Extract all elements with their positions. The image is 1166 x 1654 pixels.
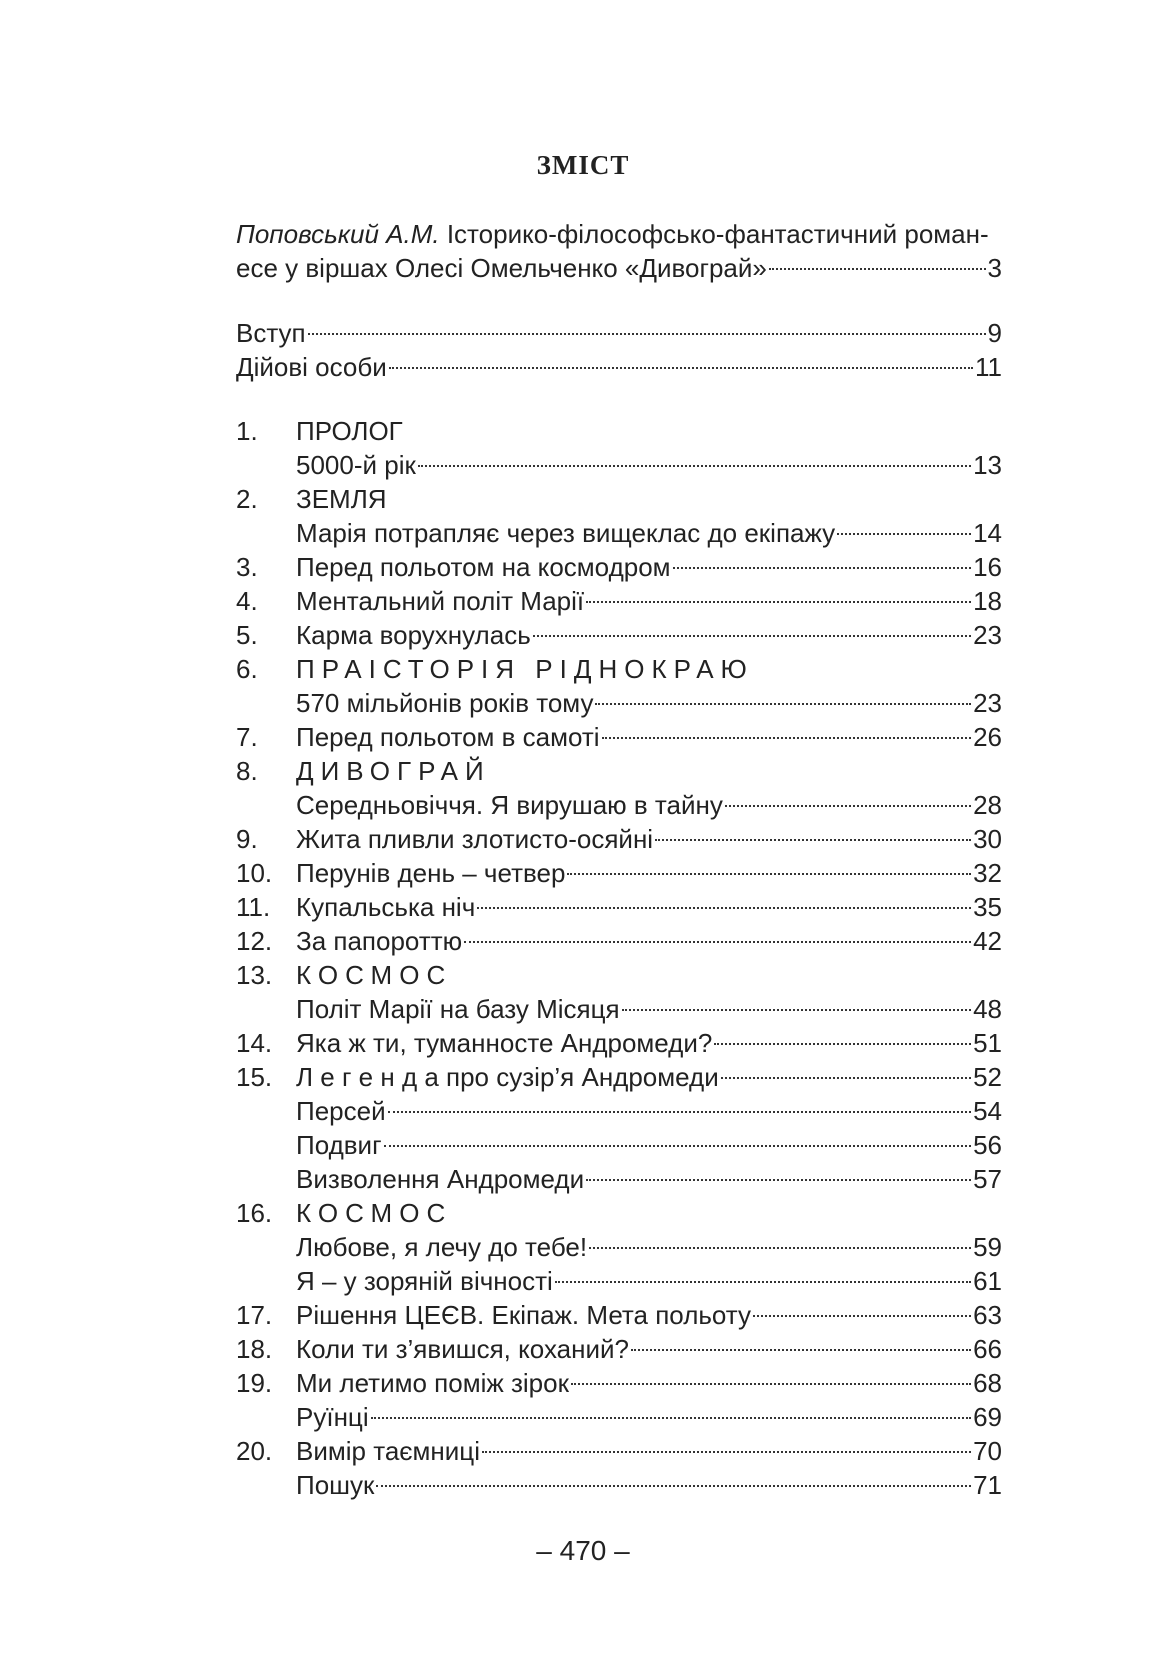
- toc-row: [236, 448, 1002, 482]
- toc-page-number: 23: [973, 620, 1002, 650]
- toc-row: [236, 686, 1002, 720]
- toc-row: [236, 1264, 1002, 1298]
- toc-row: [236, 652, 1002, 686]
- page-title: ЗМІСТ: [536, 150, 630, 180]
- toc-row: [236, 1400, 1002, 1434]
- toc-row: [236, 1094, 1002, 1128]
- toc-title: Рішення ЦЕЄВ. Екіпаж. Мета польоту: [296, 1300, 751, 1330]
- dot-leader: [388, 1111, 971, 1113]
- toc-number: 4.: [236, 586, 258, 616]
- toc-number: 9.: [236, 824, 258, 854]
- dot-leader: [714, 1043, 971, 1045]
- toc-title: Пошук: [296, 1470, 375, 1500]
- dot-leader: [384, 1145, 972, 1147]
- dot-leader: [464, 941, 971, 943]
- intro-line-1: [236, 217, 1002, 251]
- dot-leader: [721, 1077, 971, 1079]
- toc-row: [236, 414, 1002, 448]
- dot-leader: [753, 1315, 971, 1317]
- section-gap: [236, 384, 1002, 414]
- toc-title: КОСМОС: [296, 960, 453, 990]
- folio-page-number: – 470 –: [536, 1535, 630, 1566]
- toc-number: 11.: [236, 892, 271, 922]
- intro-entry: [236, 217, 1002, 285]
- toc-title: Дійові особи: [236, 352, 387, 382]
- toc-page-number: 32: [973, 858, 1002, 888]
- dot-leader: [655, 839, 971, 841]
- toc-title: 570 мільйонів років тому: [296, 688, 594, 718]
- toc-number: 7.: [236, 722, 258, 752]
- intro-title-part-2: есе у віршах Олесі Омельченко «Дивограй»: [236, 253, 767, 283]
- toc-title: ДИВОГРАЙ: [296, 756, 491, 786]
- intro-author: Поповський А.М.: [236, 219, 440, 249]
- toc-row: [236, 618, 1002, 652]
- toc-title: Вимір таємниці: [296, 1436, 480, 1466]
- toc-title: Перед польотом на космодром: [296, 552, 671, 582]
- toc-title: ПРАІСТОРІЯ РІДНОКРАЮ: [296, 654, 754, 684]
- toc-page-number: 13: [973, 450, 1002, 480]
- toc-title: Персей: [296, 1096, 386, 1126]
- toc-row: [236, 1060, 1002, 1094]
- toc-number: 10.: [236, 858, 273, 888]
- dot-leader: [595, 703, 971, 705]
- toc-title: Визволення Андромеди: [296, 1164, 585, 1194]
- toc-row: [236, 1026, 1002, 1060]
- toc-page-number: 66: [973, 1334, 1002, 1364]
- toc-row: [236, 992, 1002, 1026]
- toc-title: Марія потрапляє через вищеклас до екіпажу: [296, 518, 836, 548]
- toc-row: [236, 584, 1002, 618]
- toc-title: Середньовіччя. Я вирушаю в тайну: [296, 790, 723, 820]
- toc-page-number: 30: [973, 824, 1002, 854]
- toc-row: [236, 1298, 1002, 1332]
- toc-row: [236, 754, 1002, 788]
- toc-page-number: 14: [973, 518, 1002, 548]
- dot-leader: [602, 737, 971, 739]
- dot-leader: [673, 567, 972, 569]
- toc-title: Карма ворухнулась: [296, 620, 531, 650]
- toc-page-number: 35: [973, 892, 1002, 922]
- toc-title: Я – у зоряній вічності: [296, 1266, 553, 1296]
- dot-leader: [622, 1009, 971, 1011]
- toc-page-number: 63: [973, 1300, 1002, 1330]
- toc-title: Перед польотом в самоті: [296, 722, 600, 752]
- toc-page-number: 26: [973, 722, 1002, 752]
- toc-title: Руїнці: [296, 1402, 369, 1432]
- dot-leader: [533, 635, 971, 637]
- dot-leader: [477, 907, 971, 909]
- toc-number: 14.: [236, 1028, 273, 1058]
- toc-title: Ми летимо поміж зірок: [296, 1368, 569, 1398]
- toc-number: 12.: [236, 926, 273, 956]
- toc-row: [236, 890, 1002, 924]
- toc-number: 20.: [236, 1436, 273, 1466]
- toc-title: Купальська ніч: [296, 892, 476, 922]
- toc-page-number: 16: [973, 552, 1002, 582]
- dot-leader: [586, 1179, 971, 1181]
- toc-number: 5.: [236, 620, 258, 650]
- dot-leader: [482, 1451, 971, 1453]
- toc-title: Політ Марії на базу Місяця: [296, 994, 620, 1024]
- toc-number: 18.: [236, 1334, 273, 1364]
- dot-leader: [371, 1417, 971, 1419]
- toc-row: [236, 1162, 1002, 1196]
- toc-row: [236, 1434, 1002, 1468]
- toc-row: [236, 720, 1002, 754]
- toc-title: ЗЕМЛЯ: [296, 484, 387, 514]
- toc-page-number: 48: [973, 994, 1002, 1024]
- toc-row: [236, 1128, 1002, 1162]
- toc-page-number: 52: [973, 1062, 1002, 1092]
- dot-leader: [567, 873, 971, 875]
- dot-leader: [571, 1383, 971, 1385]
- toc-number: 2.: [236, 484, 258, 514]
- toc-page-number: 54: [973, 1096, 1002, 1126]
- toc-title: За папороттю: [296, 926, 463, 956]
- toc-number: 1.: [236, 416, 258, 446]
- toc-page-number: 51: [973, 1028, 1002, 1058]
- toc-number: 8.: [236, 756, 258, 786]
- dot-leader: [376, 1485, 971, 1487]
- table-of-contents: [236, 316, 1002, 1502]
- toc-page-number: 71: [973, 1470, 1002, 1500]
- toc-number: 6.: [236, 654, 258, 684]
- dot-leader: [837, 533, 971, 535]
- toc-number: 15.: [236, 1062, 273, 1092]
- toc-page-number: 28: [973, 790, 1002, 820]
- toc-page-number: 57: [973, 1164, 1002, 1194]
- toc-title: Яка ж ти, туманносте Андромеди?: [296, 1028, 713, 1058]
- toc-page-number: 68: [973, 1368, 1002, 1398]
- dot-leader: [769, 268, 986, 270]
- toc-title: ПРОЛОГ: [296, 416, 403, 446]
- intro-page-number: 3: [987, 253, 1002, 283]
- toc-page-number: 11: [975, 352, 1002, 382]
- toc-row: [236, 1332, 1002, 1366]
- intro-title-part-1: Історико-філософсько-фантастичний роман-: [439, 219, 989, 249]
- toc-row: [236, 788, 1002, 822]
- dot-leader: [631, 1349, 971, 1351]
- toc-row: [236, 316, 1002, 350]
- toc-number: 16.: [236, 1198, 273, 1228]
- toc-page-number: 70: [973, 1436, 1002, 1466]
- toc-row: [236, 822, 1002, 856]
- toc-row: [236, 1366, 1002, 1400]
- dot-leader: [589, 1247, 971, 1249]
- dot-leader: [725, 805, 971, 807]
- toc-title: Перунів день – четвер: [296, 858, 566, 888]
- toc-title: Жита пливли злотисто-осяйні: [296, 824, 654, 854]
- toc-row: [236, 1468, 1002, 1502]
- toc-title: Любове, я лечу до тебе!: [296, 1232, 588, 1262]
- toc-title: Л е г е н д а про сузір’я Андромеди: [296, 1062, 719, 1092]
- toc-number: 3.: [236, 552, 258, 582]
- toc-page-number: 59: [973, 1232, 1002, 1262]
- toc-row: [236, 1196, 1002, 1230]
- toc-row: [236, 1230, 1002, 1264]
- dot-leader: [308, 333, 986, 335]
- toc-number: 17.: [236, 1300, 273, 1330]
- toc-title: КОСМОС: [296, 1198, 453, 1228]
- toc-row: [236, 856, 1002, 890]
- toc-row: [236, 350, 1002, 384]
- intro-line-2: [236, 251, 1002, 285]
- toc-title: Ментальний політ Марії: [296, 586, 585, 616]
- toc-number: 19.: [236, 1368, 273, 1398]
- toc-page-number: 61: [973, 1266, 1002, 1296]
- toc-page-number: 18: [973, 586, 1002, 616]
- toc-title: Коли ти з’явишся, коханий?: [296, 1334, 629, 1364]
- toc-page-number: 9: [987, 318, 1002, 348]
- toc-row: [236, 958, 1002, 992]
- dot-leader: [418, 465, 971, 467]
- toc-row: [236, 924, 1002, 958]
- dot-leader: [586, 601, 971, 603]
- toc-row: [236, 516, 1002, 550]
- dot-leader: [389, 367, 973, 369]
- toc-title: Вступ: [236, 318, 306, 348]
- dot-leader: [555, 1281, 971, 1283]
- toc-title: Подвиг: [296, 1130, 382, 1160]
- toc-page-number: 69: [973, 1402, 1002, 1432]
- toc-number: 13.: [236, 960, 273, 990]
- toc-row: [236, 482, 1002, 516]
- toc-title: 5000-й рік: [296, 450, 416, 480]
- toc-row: [236, 550, 1002, 584]
- toc-page-number: 23: [973, 688, 1002, 718]
- toc-page-number: 42: [973, 926, 1002, 956]
- toc-page-number: 56: [973, 1130, 1002, 1160]
